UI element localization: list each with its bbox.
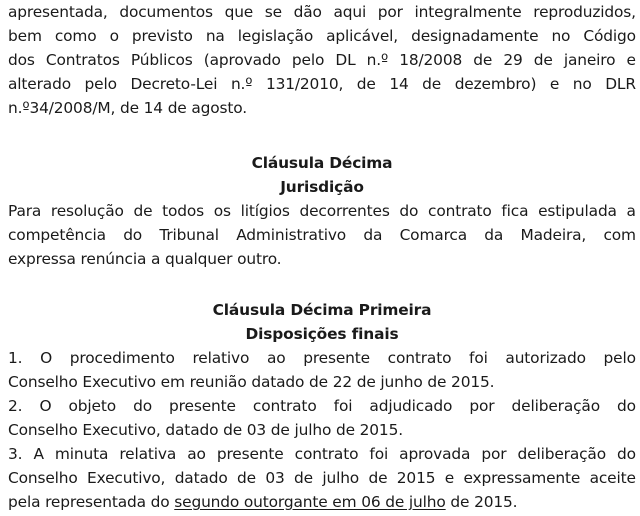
word: Código [583,27,636,45]
list-item-line [8,466,636,490]
word: alterado [8,75,71,93]
word: de [133,202,153,220]
word: no [572,75,592,93]
word: apresentada, [8,3,108,21]
text-segment: pela representada do [8,493,175,511]
clause-text-line: expressa renúncia a qualquer outro. [8,250,282,268]
clause-text-line [8,223,636,247]
word: Madeira, [520,226,587,244]
word: decorrentes [299,202,390,220]
word: e [444,469,455,487]
word: ao [187,445,206,463]
word: ao [266,349,286,367]
word: presente [303,349,370,367]
word: dos [8,51,35,69]
list-item-line [8,442,636,466]
word: previsto [131,27,193,45]
word: do [617,397,636,415]
word: Decreto-Lei [130,75,218,93]
word: contrato [387,349,452,367]
word: presente [169,397,236,415]
underlined-text: segundo outorgante em 06 de julho [174,493,446,511]
word: reproduzidos, [533,3,636,21]
word: 18/2008 [399,51,463,69]
word: competência [8,226,106,244]
word: julho [322,469,360,487]
list-item-line [8,346,636,370]
word: procedimento [69,349,175,367]
word: Contratos [45,51,120,69]
word: 2015 [396,469,436,487]
intro-line [8,24,636,48]
clause-heading: Cláusula Décima [251,154,393,172]
word: do [617,445,636,463]
word: do [123,226,143,244]
word: aceite [589,469,636,487]
word: bem [8,27,42,45]
word: DLR [605,75,636,93]
list-item-last-line [8,490,636,514]
word: janeiro [563,51,616,69]
intro-line [8,0,636,24]
word: e [549,75,560,93]
word: 29 [503,51,523,69]
word: aqui [333,3,367,21]
word: 03 [265,469,285,487]
word: Públicos [130,51,193,69]
word: DL [335,51,356,69]
word: pelo [291,51,325,69]
word: n.º [366,51,389,69]
word: foi [469,349,488,367]
word: legislação [237,27,314,45]
word: foi [333,397,353,415]
word: integralmente [414,3,522,21]
word: de [422,75,442,93]
word: O [39,397,52,415]
word: de [237,469,256,487]
word: 3. [8,445,23,463]
word: 131/2010, [265,75,344,93]
word: com [603,226,636,244]
word: datado [174,469,228,487]
word: contrato [294,445,359,463]
word: A [33,445,44,463]
word: 1. [8,349,23,367]
word: de [473,51,493,69]
word: estipulada [538,202,617,220]
word: presente [216,445,284,463]
word: de [294,469,313,487]
word: e [626,51,636,69]
word: a [626,202,636,220]
word: Tribunal [159,226,219,244]
word: autorizado [505,349,586,367]
word: de [356,75,376,93]
list-item-line: Conselho Executivo em reunião datado de 22 de junho de 2015. [8,373,495,391]
list-item-line: Conselho Executivo, datado de 03 de julho de 2015. [8,421,403,439]
word: por [481,445,507,463]
word: aplicável, [326,27,399,45]
word: relativa [119,445,177,463]
word: por [469,397,495,415]
word: fica [501,202,529,220]
word: adjudicado [369,397,453,415]
word: de [368,469,388,487]
word: do [133,397,152,415]
word: do [399,202,419,220]
word: litígios [240,202,290,220]
word: 2. [8,397,23,415]
word: que [224,3,254,21]
word: no [551,27,571,45]
word: documentos [119,3,213,21]
clause-heading: Cláusula Décima Primeira [212,301,432,319]
word: designadamente [411,27,539,45]
word: foi [369,445,389,463]
word: Administrativo [236,226,347,244]
word: de [533,51,553,69]
word: da [363,226,383,244]
word: O [40,349,53,367]
word: os [213,202,231,220]
word: Para [8,202,42,220]
intro-line: n.º34/2008/M, de 14 de agosto. [8,99,248,117]
word: aprovada [399,445,471,463]
word: o [109,27,119,45]
word: como [54,27,97,45]
word: dão [293,3,322,21]
clause-subheading: Jurisdição [280,178,364,196]
word: pelo [84,75,117,93]
word: expressamente [463,469,581,487]
word: Executivo, [87,469,166,487]
word: Comarca [399,226,467,244]
word: 14 [389,75,409,93]
intro-line [8,48,636,72]
word: objeto [68,397,116,415]
word: resolução [50,202,124,220]
word: contrato [428,202,492,220]
word: dezembro) [454,75,537,93]
text-segment: de 2015. [445,493,518,511]
word: pelo [603,349,636,367]
clause-text-line [8,199,636,223]
word: se [264,3,282,21]
list-item-line [8,394,636,418]
word: (aprovado [203,51,281,69]
word: relativo [192,349,250,367]
word: Conselho [8,469,78,487]
word: da [484,226,504,244]
intro-line [8,72,636,96]
word: contrato [252,397,317,415]
clause-subheading: Disposições finais [245,325,399,343]
word: deliberação [511,397,600,415]
word: n.º [230,75,253,93]
word: por [377,3,403,21]
word: na [205,27,225,45]
word: deliberação [517,445,606,463]
word: todos [162,202,205,220]
word: minuta [54,445,109,463]
